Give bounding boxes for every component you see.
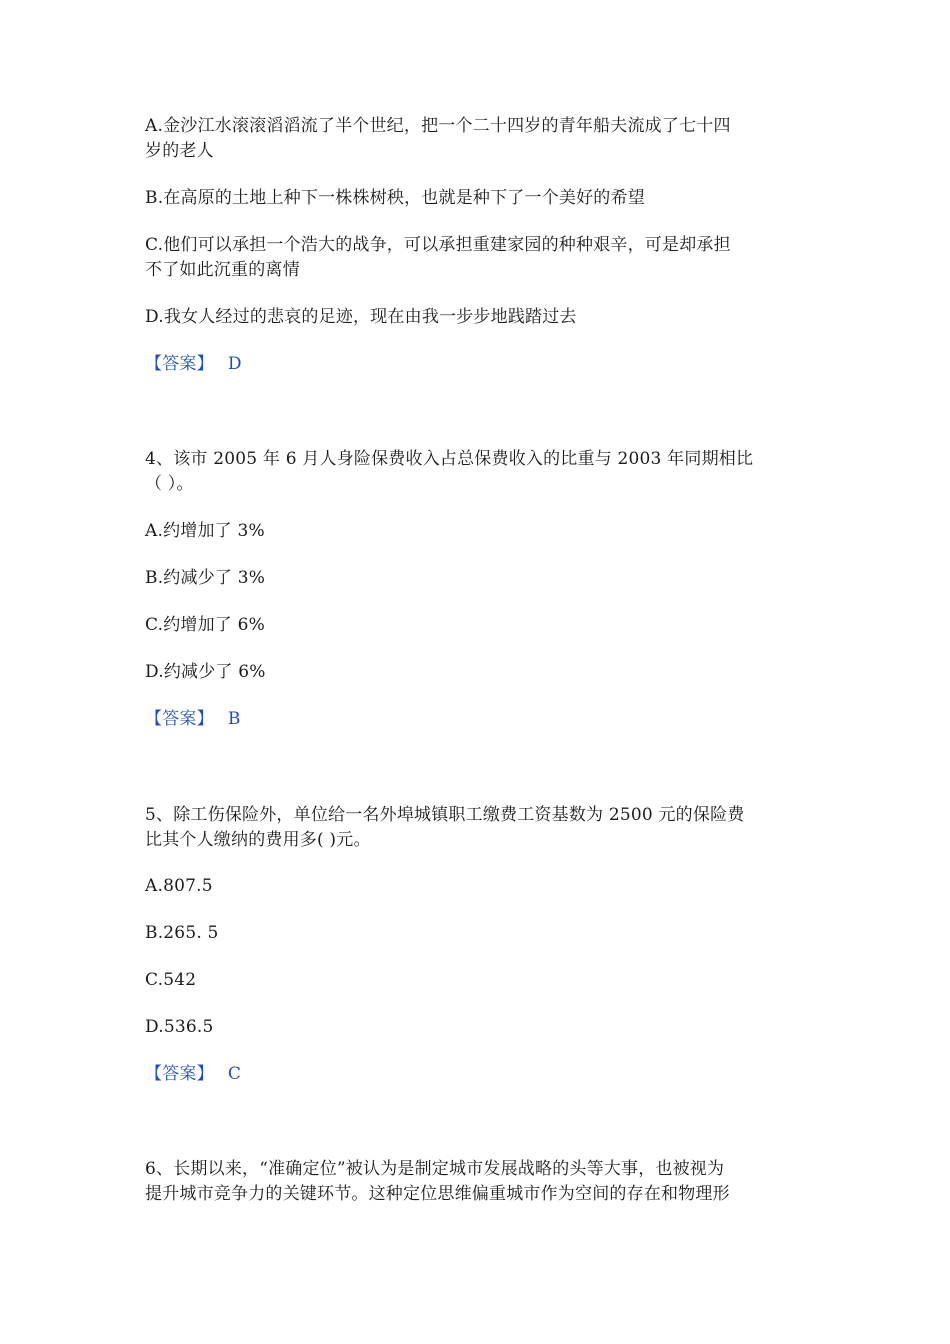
q3-option-d: D.我女人经过的悲哀的足迹，现在由我一步步地践踏过去 xyxy=(145,307,577,327)
q5-stem-line1: 5、除工伤保险外，单位给一名外埠城镇职工缴费工资基数为 2500 元的保险费 xyxy=(145,805,745,825)
q4-stem-line2: （ ）。 xyxy=(145,474,194,494)
answer-label: 【答案】 xyxy=(145,709,214,729)
q5-option-d: D.536.5 xyxy=(145,1017,214,1037)
q4-option-b: B.约减少了 3% xyxy=(145,568,266,588)
q3-option-a-line2: 岁的老人 xyxy=(145,141,214,161)
q3-option-c-line1: C.他们可以承担一个浩大的战争，可以承担重建家园的种种艰辛，可是却承担 xyxy=(145,235,731,255)
q4-option-c: C.约增加了 6% xyxy=(145,615,265,635)
q3-answer xyxy=(145,352,815,376)
q3-option-a-line1: A.金沙江水滚滚滔滔流了半个世纪，把一个二十四岁的青年船夫流成了七十四 xyxy=(145,116,731,136)
q5-stem-line2: 比其个人缴纳的费用多( )元。 xyxy=(145,830,371,850)
answer-value: D xyxy=(227,354,242,374)
q4-stem-line1: 4、该市 2005 年 6 月人身险保费收入占总保费收入的比重与 2003 年同期相比 xyxy=(145,449,754,469)
q5-option-a: A.807.5 xyxy=(145,876,213,896)
answer-value: B xyxy=(227,709,241,729)
q4-answer xyxy=(145,707,815,731)
q6-stem-line2: 提升城市竞争力的关键环节。这种定位思维偏重城市作为空间的存在和物理形 xyxy=(145,1184,730,1204)
q5-option-b: B.265. 5 xyxy=(145,923,219,943)
answer-label: 【答案】 xyxy=(145,1064,214,1084)
q5-option-c: C.542 xyxy=(145,970,197,990)
q4-option-d: D.约减少了 6% xyxy=(145,662,266,682)
q3-option-c-line2: 不了如此沉重的离情 xyxy=(145,260,300,280)
q5-answer xyxy=(145,1062,815,1086)
q6-stem-line1: 6、长期以来，“准确定位”被认为是制定城市发展战略的头等大事，也被视为 xyxy=(145,1159,725,1179)
q4-option-a: A.约增加了 3% xyxy=(145,521,265,541)
answer-value: C xyxy=(227,1064,242,1084)
answer-label: 【答案】 xyxy=(145,354,214,374)
q3-option-b: B.在高原的土地上种下一株株树秧，也就是种下了一个美好的希望 xyxy=(145,188,645,208)
